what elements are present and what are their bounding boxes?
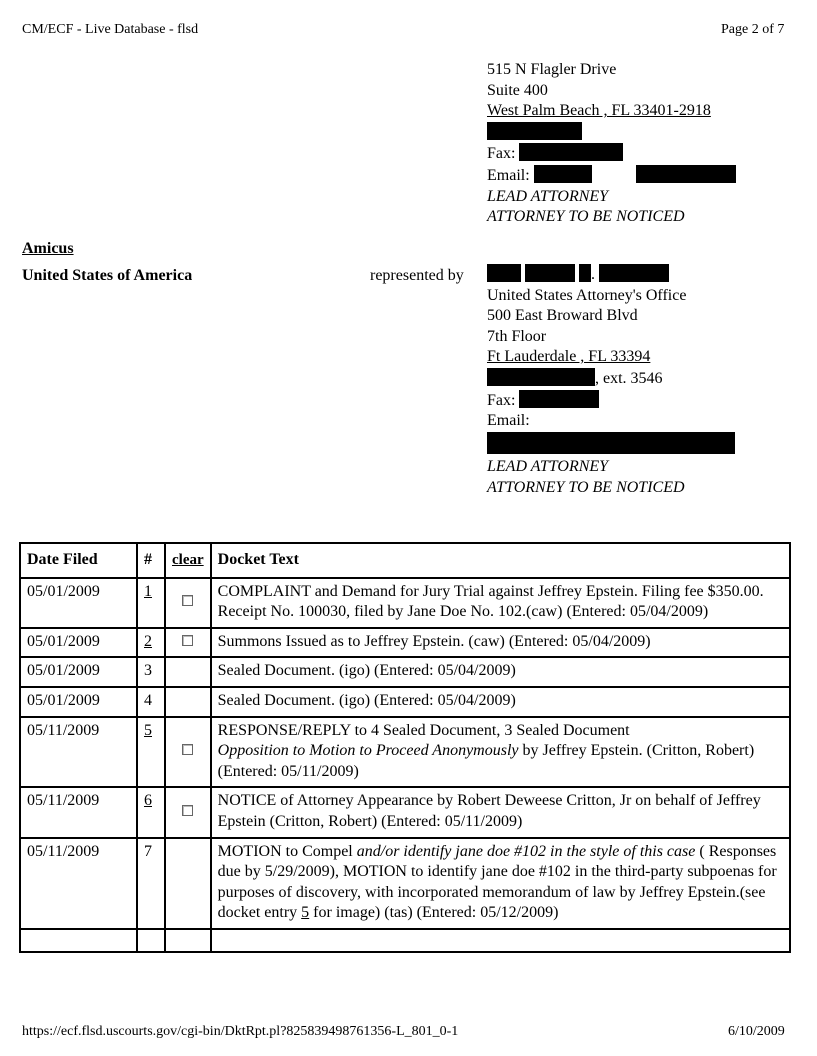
- col-clear: [165, 543, 211, 578]
- redacted-email: [487, 432, 735, 454]
- date-cell: 05/01/2009: [20, 687, 137, 717]
- phone-ext: , ext. 3546: [595, 369, 663, 387]
- docket-text-part: ( Responses due by 5/29/2009), MOTION to identify jane doe #102 in the third-party subpoenas for purposes of discovery, with incorporated memorandum of law by Jeffrey Epstein.(see docket entry: [217, 842, 777, 922]
- docket-text-cell: [211, 838, 790, 929]
- docket-table: [19, 542, 791, 953]
- redacted-name: [525, 264, 575, 282]
- date-cell: 05/01/2009: [20, 628, 137, 658]
- attorney-street: 515 N Flagler Drive: [487, 61, 617, 78]
- docket-text-italic: Opposition to Motion to Proceed Anonymously: [217, 742, 519, 760]
- fax-label: Fax:: [487, 391, 516, 409]
- footer-url: https://ecf.flsd.uscourts.gov/cgi-bin/DktRpt.pl?825839498761356-L_801_0-1: [22, 1024, 459, 1039]
- table-row: [20, 687, 790, 717]
- entry-link[interactable]: 2: [144, 632, 152, 650]
- redacted-name: [487, 264, 521, 282]
- docket-text-cell: Summons Issued as to Jeffrey Epstein. (caw) (Entered: 05/04/2009): [211, 628, 790, 658]
- represented-by-label: represented by: [370, 267, 464, 284]
- redacted-phone: [487, 368, 595, 386]
- table-row: [20, 657, 790, 687]
- table-row: [20, 628, 790, 658]
- date-cell: 05/11/2009: [20, 838, 137, 929]
- party-role: Amicus: [22, 240, 74, 257]
- entry-number-cell: [137, 628, 165, 658]
- select-cell: [165, 717, 211, 788]
- attorney-city: West Palm Beach , FL 33401-2918: [487, 102, 711, 120]
- document-title: CM/ECF - Live Database - flsd: [22, 22, 199, 37]
- lead-attorney-label: LEAD ATTORNEY: [487, 187, 609, 205]
- amicus-attorney-block: [487, 264, 735, 499]
- table-row: [20, 787, 790, 837]
- select-cell: [165, 787, 211, 837]
- email-label: Email:: [487, 412, 530, 430]
- docket-entry-link[interactable]: 5: [301, 904, 310, 922]
- entry-number-cell: [137, 717, 165, 788]
- redacted-fax: [519, 390, 599, 408]
- redacted-name: [599, 264, 669, 282]
- select-cell: [165, 687, 211, 717]
- entry-link[interactable]: 1: [144, 582, 152, 600]
- select-checkbox[interactable]: [182, 744, 193, 755]
- col-docket-text: Docket Text: [211, 543, 790, 578]
- date-cell: 05/11/2009: [20, 717, 137, 788]
- attorney-suite: Suite 400: [487, 81, 548, 99]
- redacted-email-part: [534, 165, 592, 183]
- page-number: Page 2 of 7: [721, 22, 785, 37]
- col-date-filed: Date Filed: [20, 543, 137, 578]
- docket-text-cell: [211, 717, 790, 788]
- entry-link[interactable]: 6: [144, 792, 152, 810]
- docket-header-row: [20, 543, 790, 578]
- first-attorney-block: [487, 60, 736, 228]
- entry-number-cell: 3: [137, 657, 165, 687]
- select-cell: [165, 578, 211, 628]
- office-street: 500 East Broward Blvd: [487, 307, 638, 325]
- attorney-noticed-label: ATTORNEY TO BE NOTICED: [487, 208, 685, 226]
- entry-number-cell: 7: [137, 838, 165, 929]
- select-cell: [165, 628, 211, 658]
- redacted-phone: [487, 122, 582, 140]
- footer-date: 6/10/2009: [728, 1024, 785, 1039]
- redacted-email-part: [636, 165, 736, 183]
- table-row-truncated: [20, 929, 790, 952]
- docket-text-cell: COMPLAINT and Demand for Jury Trial against Jeffrey Epstein. Filing fee $350.00. Receipt No. 100030, filed by Jane Doe No. 102.(caw) (Entered: 05/04/2009): [211, 578, 790, 628]
- docket-text-cell: Sealed Document. (igo) (Entered: 05/04/2009): [211, 687, 790, 717]
- entry-number-cell: [137, 787, 165, 837]
- docket-text-part: MOTION to Compel: [217, 842, 357, 860]
- select-checkbox[interactable]: [182, 805, 193, 816]
- entry-link[interactable]: 5: [144, 721, 152, 739]
- office-floor: 7th Floor: [487, 327, 547, 345]
- select-checkbox[interactable]: [182, 595, 193, 606]
- docket-text-cell: NOTICE of Attorney Appearance by Robert Deweese Critton, Jr on behalf of Jeffrey Epstein (Critton, Robert) (Entered: 05/11/2009): [211, 787, 790, 837]
- docket-text-italic: and/or identify jane doe #102 in the style of this case: [356, 842, 696, 860]
- date-cell: 05/11/2009: [20, 787, 137, 837]
- email-label: Email:: [487, 166, 530, 184]
- redacted-name: [579, 264, 591, 282]
- clear-link[interactable]: clear: [172, 552, 204, 568]
- table-row: [20, 717, 790, 788]
- office-name: United States Attorney's Office: [487, 286, 687, 304]
- col-number: #: [137, 543, 165, 578]
- office-city: Ft Lauderdale , FL 33394: [487, 348, 651, 366]
- entry-number-cell: 4: [137, 687, 165, 717]
- name-separator: .: [591, 266, 595, 283]
- docket-text-part: by Jeffrey Epstein. (Critton, Robert) (Entered: 05/11/2009): [217, 742, 755, 780]
- table-row: [20, 578, 790, 628]
- redacted-fax: [519, 143, 623, 161]
- attorney-noticed-label: ATTORNEY TO BE NOTICED: [487, 478, 685, 496]
- lead-attorney-label: LEAD ATTORNEY: [487, 458, 609, 476]
- docket-text-part: for image) (tas) (Entered: 05/12/2009): [309, 904, 559, 922]
- select-cell: [165, 838, 211, 929]
- select-checkbox[interactable]: [182, 635, 193, 646]
- date-cell: 05/01/2009: [20, 578, 137, 628]
- date-cell: 05/01/2009: [20, 657, 137, 687]
- select-cell: [165, 657, 211, 687]
- fax-label: Fax:: [487, 145, 516, 163]
- table-row: [20, 838, 790, 929]
- party-name: United States of America: [22, 267, 193, 284]
- docket-text-part: RESPONSE/REPLY to 4 Sealed Document, 3 Sealed Document: [217, 721, 630, 739]
- entry-number-cell: [137, 578, 165, 628]
- docket-text-cell: Sealed Document. (igo) (Entered: 05/04/2009): [211, 657, 790, 687]
